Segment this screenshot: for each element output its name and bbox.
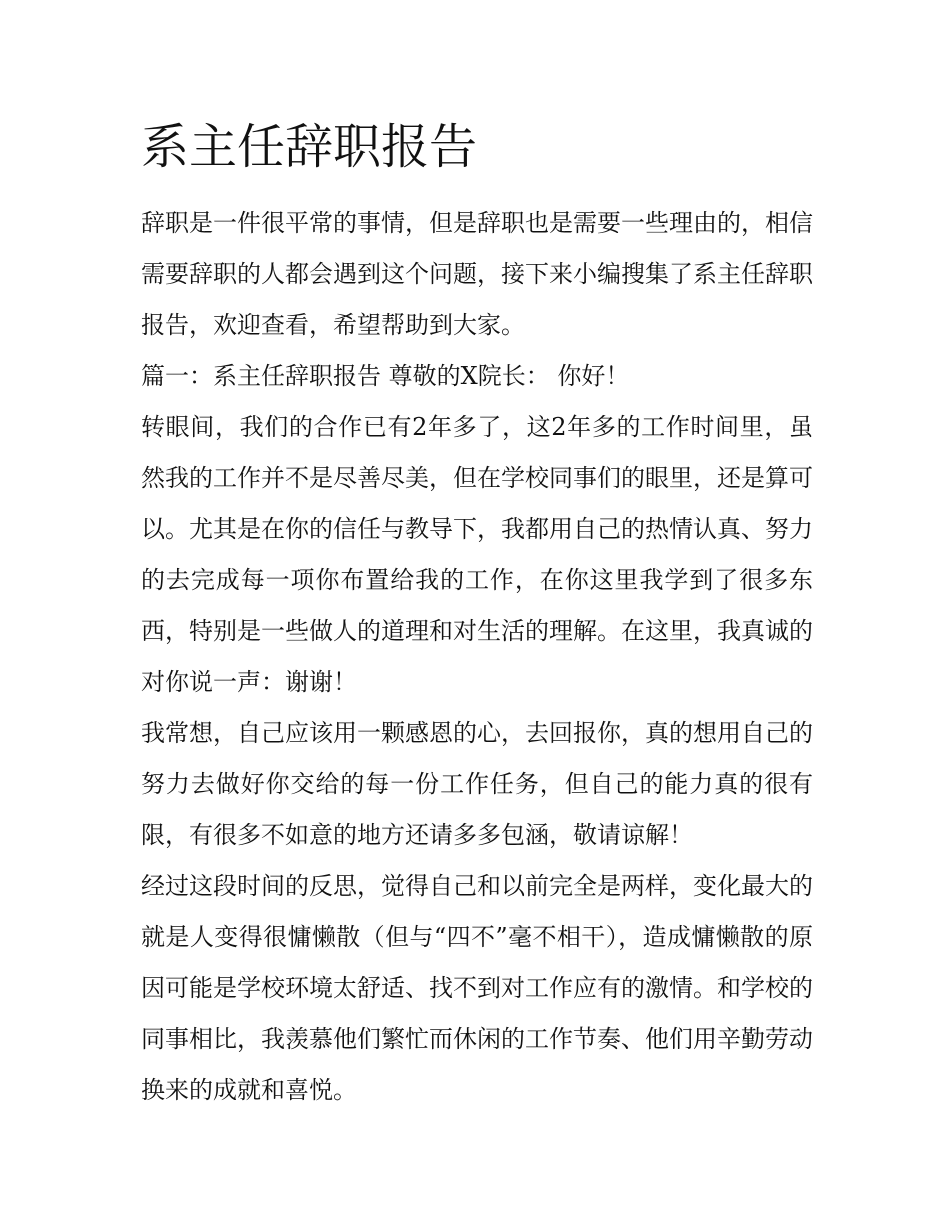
paragraph-gratitude: 转眼间，我们的合作已有2年多了，这2年多的工作时间里，虽然我的工作并不是尽善尽美，但在学校同事们的眼里，还是算可以。尤其是在你的信任与教导下，我都用自己的热情认真、努力的去完成每一项你布置给我的工作，在你这里我学到了很多东西，特别是一些做人的道理和对生活的理解。在这里，我真诚的对你说一声：谢谢！ xyxy=(141,413,813,696)
paragraph-reflection: 我常想，自己应该用一颗感恩的心，去回报你，真的想用自己的努力去做好你交给的每一份工作任务，但自己的能力真的很有限，有很多不如意的地方还请多多包涵，敬请谅解！ xyxy=(141,719,813,849)
paragraph-reason: 经过这段时间的反思，觉得自己和以前完全是两样，变化最大的就是人变得很慵懒散（但与“四不”毫不相干），造成慵懒散的原因可能是学校环境太舒适、找不到对工作应有的激情。和学校的同事相比，我羡慕他们繁忙而休闲的工作节奏、他们用辛勤劳动换来的成就和喜悦。 xyxy=(141,872,813,1104)
paragraph-salutation: 篇一：系主任辞职报告 尊敬的X院长： 你好！ xyxy=(141,362,630,390)
paragraph-intro: 辞职是一件很平常的事情，但是辞职也是需要一些理由的，相信需要辞职的人都会遇到这个问题，接下来小编搜集了系主任辞职报告，欢迎查看，希望帮助到大家。 xyxy=(141,209,813,339)
document-title: 系主任辞职报告 xyxy=(141,119,478,175)
document-body xyxy=(141,198,813,1116)
